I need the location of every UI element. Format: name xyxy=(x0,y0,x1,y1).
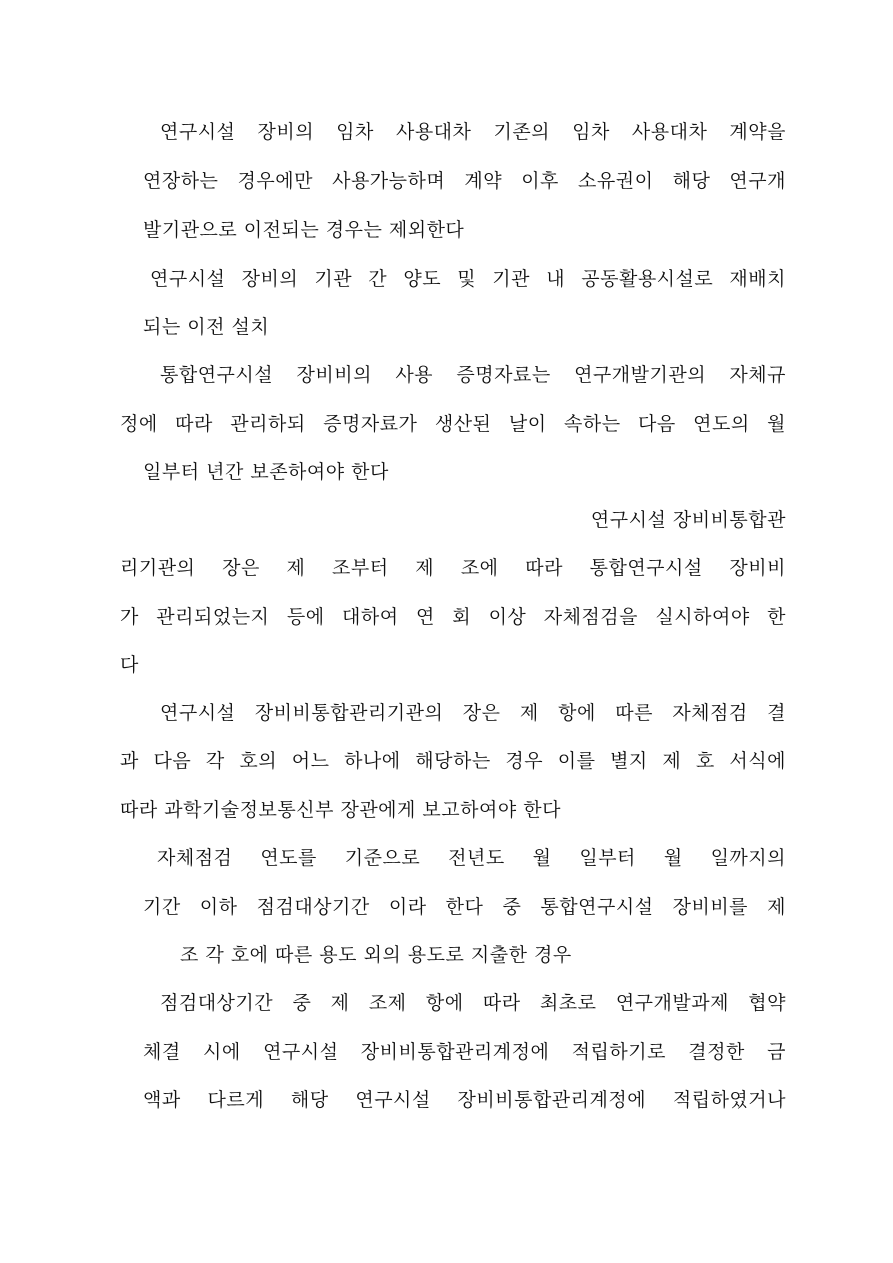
text-line: 과 다음 각 호의 어느 하나에 해당하는 경우 이를 별지 제 호 서식에 xyxy=(120,750,786,772)
text-line: 따라 과학기술정보통신부 장관에게 보고하여야 한다 xyxy=(120,799,561,821)
text-line: 발기관으로 이전되는 경우는 제외한다 xyxy=(143,219,465,241)
text-line: 가 관리되었는지 등에 대하여 연 회 이상 자체점검을 실시하여야 한 xyxy=(120,606,786,628)
text-line: 체결 시에 연구시설 장비비통합관리계정에 적립하기로 결정한 금 xyxy=(143,1041,786,1063)
text-line: 자체점검 연도를 기준으로 전년도 월 일부터 월 일까지의 xyxy=(157,847,786,869)
text-line: 연구시설 장비의 기관 간 양도 및 기관 내 공동활용시설로 재배치 xyxy=(150,268,786,290)
text-line: 정에 따라 관리하되 증명자료가 생산된 날이 속하는 다음 연도의 월 xyxy=(120,413,786,435)
text-line: 연구시설 장비비통합관리기관의 장은 제 항에 따른 자체점검 결 xyxy=(160,702,786,724)
text-line: 다 xyxy=(120,654,139,676)
text-line: 리기관의 장은 제 조부터 제 조에 따라 통합연구시설 장비비 xyxy=(120,557,786,579)
text-line: 연구시설 장비의 임차 사용대차 기존의 임차 사용대차 계약을 xyxy=(160,121,786,143)
text-line: 일부터 년간 보존하여야 한다 xyxy=(143,461,389,483)
text-line: 되는 이전 설치 xyxy=(143,316,270,338)
text-line: 연구시설 장비비통합관 xyxy=(590,509,786,531)
text-line: 기간 이하 점검대상기간 이라 한다 중 통합연구시설 장비비를 제 xyxy=(143,896,786,918)
text-line: 통합연구시설 장비비의 사용 증명자료는 연구개발기관의 자체규 xyxy=(160,364,786,386)
text-line: 액과 다르게 해당 연구시설 장비비통합관리계정에 적립하였거나 xyxy=(143,1089,786,1111)
text-line: 조 각 호에 따른 용도 외의 용도로 지출한 경우 xyxy=(180,944,572,966)
text-line: 연장하는 경우에만 사용가능하며 계약 이후 소유권이 해당 연구개 xyxy=(143,170,786,192)
text-line: 점검대상기간 중 제 조제 항에 따라 최초로 연구개발과제 협약 xyxy=(160,992,786,1014)
